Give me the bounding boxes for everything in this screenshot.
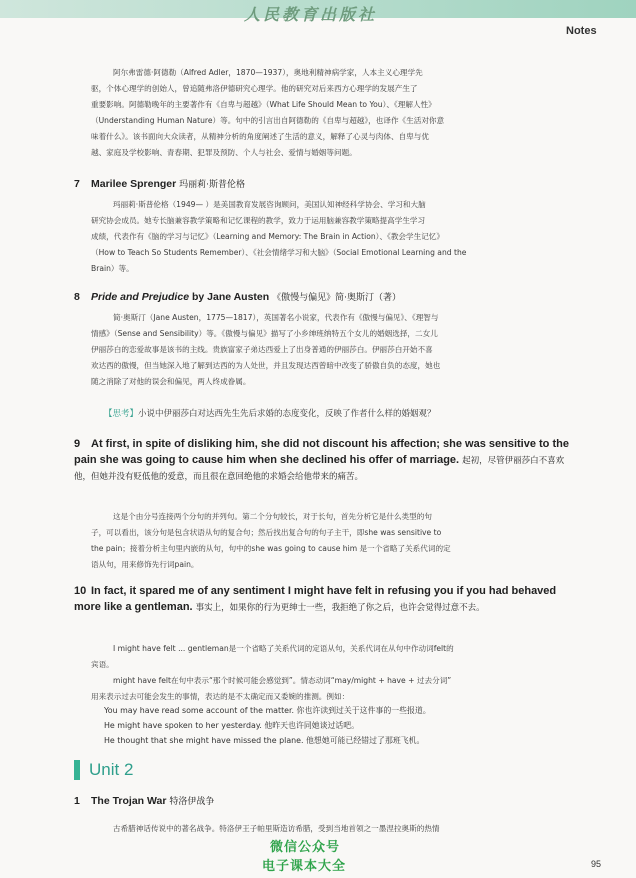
watermark-line-2: 电子课本大全: [262, 859, 347, 874]
text-line: 古希腊神话传说中的著名战争。特洛伊王子帕里斯造访希腊，受到当地首领之一墨涅拉奥斯的热情: [113, 824, 440, 833]
entry-title: The Trojan War: [91, 795, 167, 807]
text-line: （Understanding Human Nature）等。句中的引言出自阿德勒的《自卑与超越》，也译作《生活对你意: [91, 116, 445, 125]
text-line: 驱，个体心理学的创始人，曾追随弗洛伊德研究心理学。他的研究对后来西方心理学的发展产生了: [91, 84, 418, 93]
text-line: might have felt在句中表示“那个时候可能会感觉到”。情态动词“may/might + have + 过去分词”: [113, 676, 452, 685]
text-line: 随之消除了对他的误会和偏见，两人终成眷属。: [91, 377, 251, 386]
text-line: （How to Teach So Students Remember）、《社会情绪学习和大脑》（Social Emotional Learning and the: [91, 248, 467, 257]
sentence-translation: 起初，尽管伊丽莎白不喜欢他，但她并没有贬低他的爱意，而且很在意回绝他的求婚会给他带来的痛苦。: [74, 455, 565, 482]
key-sentence: At first, in spite of disliking him, she did not discount his affection; she was sensitive to the pain she was going to cause him when she declined his offer of marriage.: [74, 438, 569, 466]
entry-number: 8: [74, 291, 80, 303]
unit-heading: Unit 2: [74, 760, 133, 780]
entry-number: 1: [74, 795, 80, 807]
book-author: by Jane Austen: [189, 291, 270, 303]
entry-title-cn: 《傲慢与偏见》简·奥斯汀（著）: [272, 293, 401, 303]
entry-title: Marilee Sprenger: [91, 178, 177, 190]
text-line: 简·奥斯汀（Jane Austen，1775—1817），英国著名小说家，代表作有《傲慢与偏见》、《理智与: [113, 313, 439, 322]
entry-number: 10: [74, 585, 87, 597]
think-question: [104, 407, 436, 419]
text-line: 宾语。: [91, 660, 114, 669]
entry-number: 7: [74, 178, 80, 190]
entry-title-cn: 特洛伊战争: [169, 797, 215, 807]
text-line: 这是个由分号连接两个分句的并列句。第二个分句较长，对于长句，首先分析它是什么类型的句: [113, 512, 432, 521]
entry-heading-7: [74, 177, 245, 193]
text-line: 情感》（Sense and Sensibility）等。《傲慢与偏见》描写了小乡绅班纳特五个女儿的婚姻选择，二女儿: [91, 329, 438, 338]
think-text: 小说中伊丽莎白对达西先生先后求婚的态度变化，反映了作者什么样的婚姻观？: [138, 409, 436, 419]
text-line: 阿尔弗雷德·阿德勒（Alfred Adler，1870—1937），奥地利精神病学家，人本主义心理学先: [113, 68, 423, 77]
publisher-logo: 人民教育出版社: [244, 5, 378, 24]
text-line: 伊丽莎白的恋爱故事是该书的主线。贵族富家子弟达西爱上了出身普通的伊丽莎白。伊丽莎白开始不喜: [91, 345, 433, 354]
text-line: 研究协会成员。她专长脑兼容教学策略和记忆课程的教学，致力于运用脑兼容教学策略提高学生学习: [91, 216, 426, 225]
key-sentence: In fact, it spared me of any sentiment I might have felt in refusing you if you had behaved more like a gentleman.: [74, 585, 557, 613]
section-label: Notes: [566, 25, 597, 37]
text-line: 语从句，用来修饰先行词pain。: [91, 560, 199, 569]
text-line: 用来表示过去可能会发生的事情，表达的是不太确定而又委婉的推测。例如：: [91, 692, 350, 701]
text-line: I might have felt ... gentleman是一个省略了关系代词的定语从句，关系代词在从句中作动词felt的: [113, 644, 454, 653]
text-line: 欢达西的傲慢，但当她深入地了解到达西的为人处世，并且发现达西曾暗中改变了骄傲自负的态度，她也: [91, 361, 441, 370]
think-tag: 【思考】: [104, 409, 139, 419]
entry-heading-10: [74, 584, 572, 616]
text-line: 玛丽莉·斯普伦格（1949— ）是美国教育发展咨询顾问，美国认知神经科学协会、学习和大脑: [113, 200, 426, 209]
text-line: 子，可以看出，该分句是包含状语从句的复合句；然后找出复合句的句子主干，即she was sensitive to: [91, 528, 442, 537]
entry-heading-9: [74, 437, 572, 486]
example-sentence: He might have spoken to her yesterday. 他昨天也许同她谈过话吧。: [104, 721, 360, 730]
sentence-translation: 事实上，如果你的行为更绅士一些，我拒绝了你之后，也许会觉得过意不去。: [195, 602, 485, 613]
example-sentence: You may have read some account of the matter. 你也许读到过关于这件事的一些报道。: [104, 706, 431, 715]
entry-title-cn: 玛丽莉·斯普伦格: [179, 180, 245, 190]
text-line: 越、家庭及学校影响、青春期、犯罪及预防、个人与社会、爱情与婚姻等问题。: [91, 148, 357, 157]
page-number: 95: [591, 859, 602, 869]
example-sentence: He thought that she might have missed the plane. 他想她可能已经错过了那班飞机。: [104, 736, 425, 745]
text-line: the pain；接着分析主句里内嵌的从句，句中的she was going to cause him 是一个省略了关系代词的定: [91, 544, 451, 553]
unit-entry-heading-1: [74, 794, 214, 810]
entry-heading-8: [74, 290, 401, 306]
text-line: 重要影响。阿德勒晚年的主要著作有《自卑与超越》（What Life Should Mean to You）、《理解人性》: [91, 100, 436, 109]
watermark-line-1: 微信公众号: [270, 840, 341, 855]
text-line: 成绩，代表作有《脑的学习与记忆》（Learning and Memory: The Brain in Action）、《教会学生记忆》: [91, 232, 444, 241]
entry-number: 9: [74, 438, 81, 450]
book-title: Pride and Prejudice: [91, 291, 190, 303]
text-line: 味着什么》。该书面向大众读者，从精神分析的角度阐述了生活的意义，解释了心灵与肉体、自卑与优: [91, 132, 429, 141]
text-line: Brain）等。: [91, 264, 134, 273]
